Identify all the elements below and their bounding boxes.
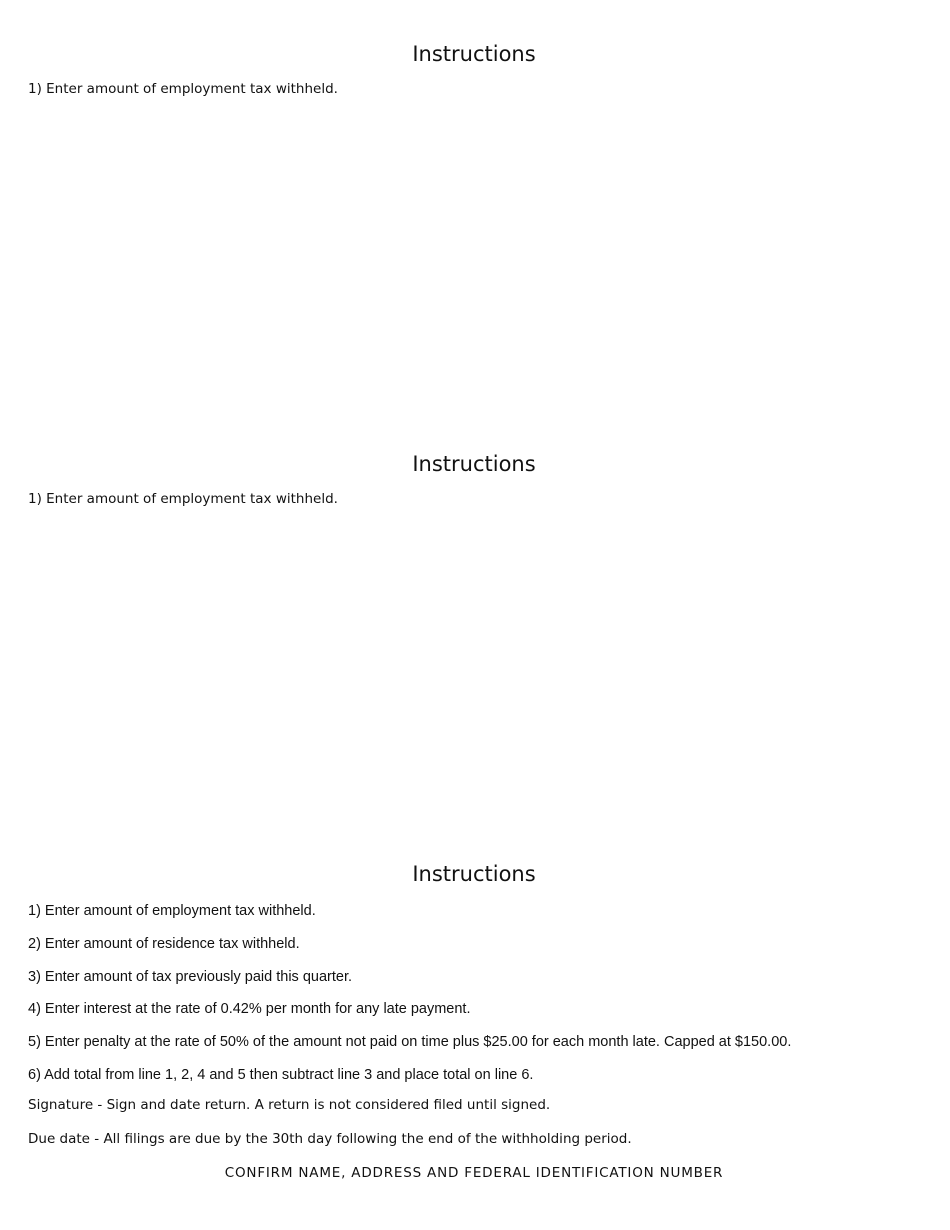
due-date-instruction: Due date - All filings are due by the 30th day following the end of the withholding period.	[28, 1131, 632, 1147]
section-2-instruction-1: 1) Enter amount of employment tax withheld.	[28, 491, 338, 507]
signature-instruction: Signature - Sign and date return. A return is not considered filed until signed.	[28, 1097, 551, 1113]
section-2-heading: Instructions	[412, 452, 536, 476]
section-3-instruction-2: 2) Enter amount of residence tax withheld.	[28, 936, 300, 952]
section-3-instruction-5: 5) Enter penalty at the rate of 50% of the amount not paid on time plus $25.00 for each month late. Capped at $150.00.	[28, 1034, 792, 1050]
section-3-instruction-4: 4) Enter interest at the rate of 0.42% per month for any late payment.	[28, 1001, 471, 1017]
section-1-instruction-1: 1) Enter amount of employment tax withheld.	[28, 81, 338, 97]
section-3-heading: Instructions	[412, 862, 536, 886]
section-3-instruction-6: 6) Add total from line 1, 2, 4 and 5 then subtract line 3 and place total on line 6.	[28, 1067, 534, 1083]
section-3-instruction-3: 3) Enter amount of tax previously paid this quarter.	[28, 969, 353, 985]
section-1-heading: Instructions	[412, 42, 536, 66]
section-3-instruction-1: 1) Enter amount of employment tax withheld.	[28, 903, 316, 919]
confirm-notice: CONFIRM NAME, ADDRESS AND FEDERAL IDENTIFICATION NUMBER	[224, 1165, 724, 1181]
